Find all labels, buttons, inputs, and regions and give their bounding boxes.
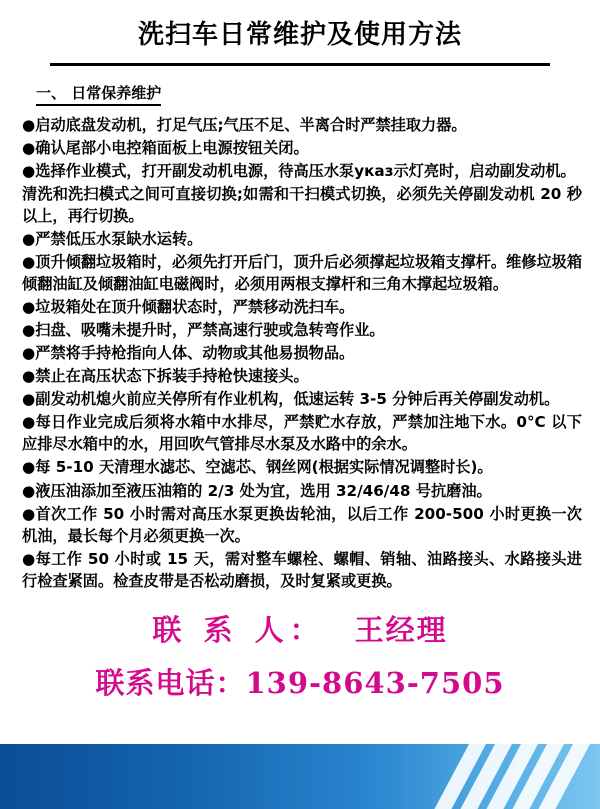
- section-heading: 一、 日常保养维护: [36, 82, 161, 106]
- maintenance-list: [22, 114, 582, 592]
- contact-person-label: 联 系 人：: [152, 612, 325, 647]
- list-item: ●严禁低压水泵缺水运转。: [22, 230, 203, 249]
- list-item: ●液压油添加至液压油箱的 2/3 处为宜，选用 32/46/48 号抗磨油。: [22, 481, 492, 500]
- bottom-banner: [0, 734, 600, 809]
- contact-phone-label: 联系电话：: [95, 665, 246, 700]
- contact-phone-row: [0, 661, 600, 702]
- contact-person-row: [0, 608, 600, 649]
- list-item: ●每工作 50 小时或 15 天，需对整车螺栓、螺帽、销轴、油路接头、水路接头进行检查紧固。检查皮带是否松动磨损，及时复紧或更换。: [22, 549, 582, 590]
- list-item: ●选择作业模式，打开副发动机电源，待高压水泵указ示灯亮时，启动副发动机。: [22, 162, 576, 181]
- list-item: ●顶升倾翻垃圾箱时，必须先打开后门，顶升后必须撑起垃圾箱支撑杆。维修垃圾箱倾翻油缸及倾翻油缸电磁阀时，必须用两根支撑杆和三角木撑起垃圾箱。: [22, 253, 583, 294]
- list-item: ●垃圾箱处在顶升倾翻状态时，严禁移动洗扫车。: [22, 298, 355, 317]
- list-item: ●禁止在高压状态下拆装手持枪快速接头。: [22, 367, 309, 386]
- list-item: 清洗和洗扫模式之间可直接切换;如需和干扫模式切换，必须先关停副发动机 20 秒以上，再行切换。: [22, 185, 582, 226]
- list-item: ●启动底盘发动机，打足气压;气压不足、半离合时严禁挂取力器。: [22, 116, 467, 134]
- list-item: ●扫盘、吸嘴未提升时，严禁高速行驶或急转弯作业。: [22, 321, 385, 340]
- page-title: 洗扫车日常维护及使用方法: [137, 20, 462, 50]
- list-item: ●每 5-10 天清理水滤芯、空滤芯、钢丝网(根据实际情况调整时长)。: [22, 458, 493, 477]
- title-block: [0, 0, 600, 63]
- contact-block: [0, 608, 600, 702]
- contact-person-name: 王经理: [354, 612, 448, 647]
- contact-phone-number: 139-8643-7505: [245, 665, 505, 700]
- title-divider: [50, 63, 550, 66]
- list-item: ●首次工作 50 小时需对高压水泵更换齿轮油，以后工作 200-500 小时更换一次机油，最长每个月必须更换一次。: [22, 504, 582, 545]
- list-item: ●确认尾部小电控箱面板上电源按钮关闭。: [22, 139, 309, 158]
- list-item: ●副发动机熄火前应关停所有作业机构，低速运转 3-5 分钟后再关停副发动机。: [22, 390, 560, 409]
- section-heading-row: [0, 76, 600, 110]
- list-item: ●每日作业完成后须将水箱中水排尽，严禁贮水存放，严禁加注地下水。0°C 以下应排尽水箱中的水，用回吹气管排尽水泵及水路中的余水。: [22, 413, 582, 454]
- list-item: ●严禁将手持枪指向人体、动物或其他易损物品。: [22, 344, 355, 363]
